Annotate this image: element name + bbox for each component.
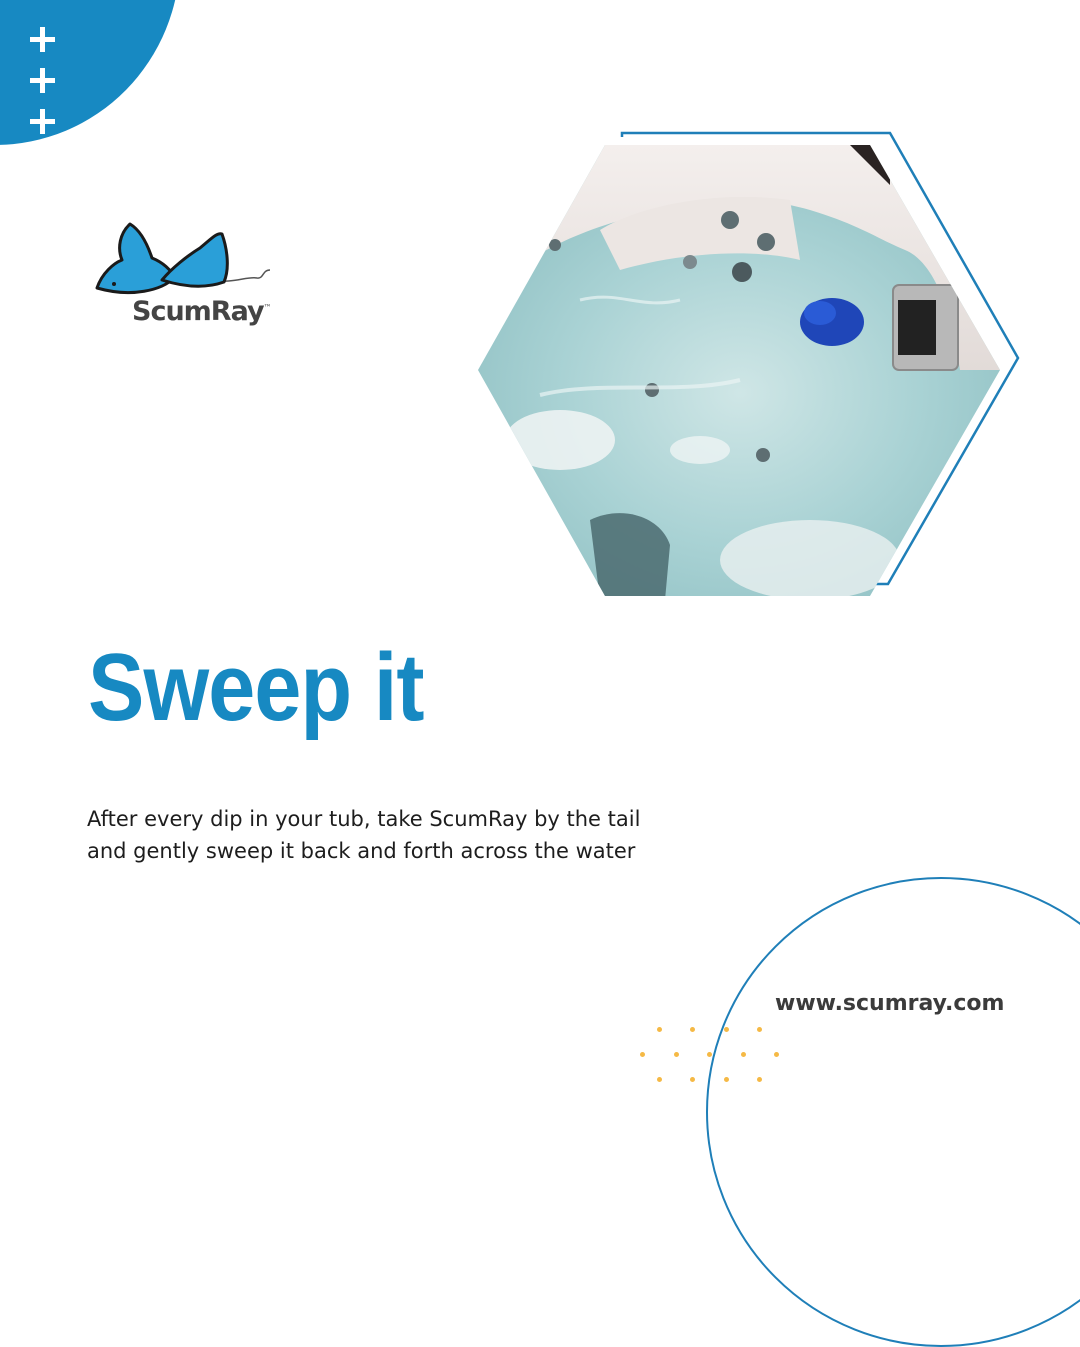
decorative-ring (706, 877, 1080, 1347)
headline: Sweep it (88, 634, 424, 741)
corner-decoration (0, 0, 180, 145)
dot (757, 1027, 762, 1032)
dot (707, 1052, 712, 1057)
website-link[interactable]: www.scumray.com (775, 991, 1005, 1016)
plus-icon-stack (30, 27, 55, 150)
dot (724, 1027, 729, 1032)
dot (690, 1027, 695, 1032)
plus-icon (30, 109, 55, 134)
hot-tub-photo (470, 140, 1010, 600)
stingray-icon (92, 218, 277, 308)
dot (774, 1052, 779, 1057)
plus-icon (30, 27, 55, 52)
logo-wordmark (132, 296, 271, 327)
brand-logo (92, 218, 277, 333)
dot (657, 1027, 662, 1032)
trademark-symbol: ™ (263, 303, 271, 312)
dot (674, 1052, 679, 1057)
dot (640, 1052, 645, 1057)
dot (741, 1052, 746, 1057)
plus-icon (30, 68, 55, 93)
body-copy: After every dip in your tub, take ScumRay by the tail and gently sweep it back and forth across the water (87, 807, 641, 863)
logo-label: ScumRay (132, 296, 264, 327)
